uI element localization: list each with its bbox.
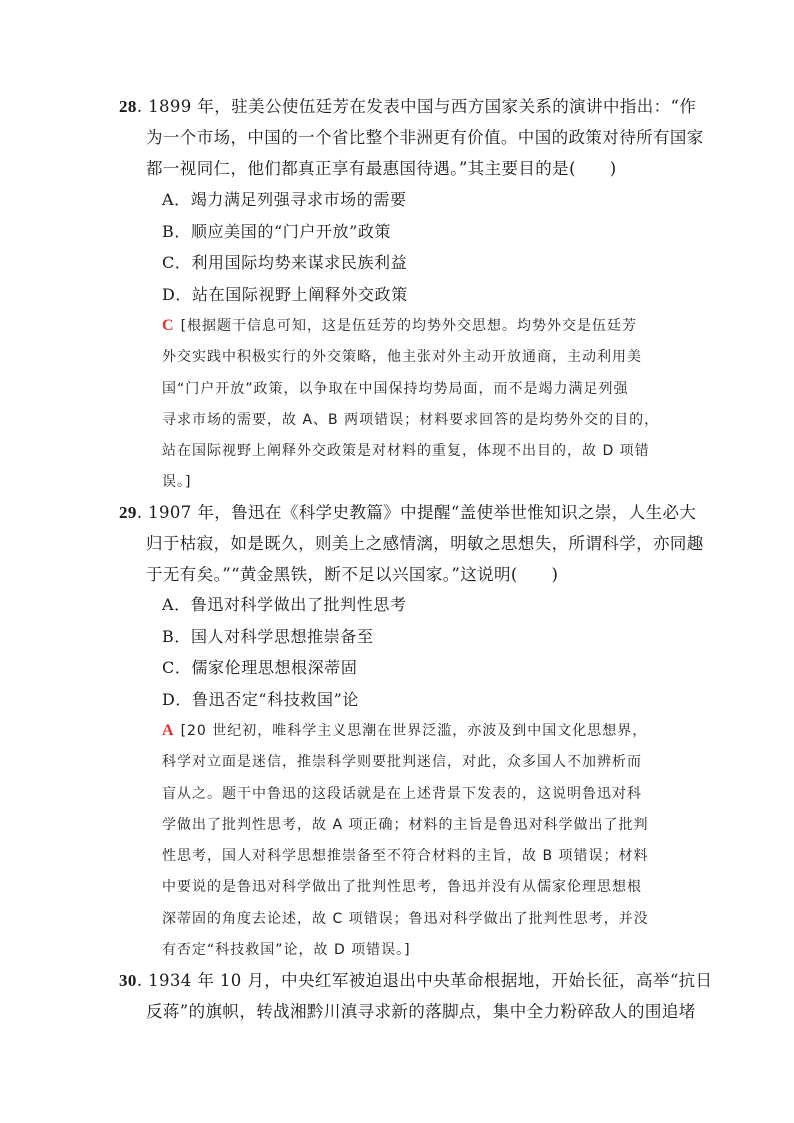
question-29-line-3: 于无有矣。”“黄金黑铁，断不足以兴国家。”这说明( ) [146,565,559,584]
question-29-line-2: 归于枯寂，如是既久，则美上之感情漓，明敏之思想失，所谓科学，亦同趣 [146,534,704,553]
question-28-option-c[interactable]: C．利用国际均势来谋求民族利益 [162,253,408,272]
question-29-option-c[interactable]: C．儒家伦理思想根深蒂固 [162,658,358,677]
answer-28-line-1: C [根据题干信息可知，这是伍廷芳的均势外交思想。均势外交是伍廷芳 [162,317,638,334]
answer-28-line-5: 站在国际视野上阐释外交政策是对材料的重复，体现不出目的，故 D 项错 [162,443,650,460]
question-29-option-b[interactable]: B．国人对科学思想推崇备至 [162,626,374,646]
question-28-answer [162,310,682,499]
answer-29-line-6: 中要说的是鲁迅对科学做出了批判性思考，鲁迅并没有从儒家伦理思想根 [162,879,642,896]
answer-29-letter: A [162,722,175,739]
question-29-options [162,589,682,715]
question-28-option-b[interactable]: B．顺应美国的“门户开放”政策 [162,221,392,241]
question-29-option-a[interactable]: A．鲁迅对科学做出了批判性思考 [162,595,407,614]
question-29-number: 29 [119,503,137,522]
question-28-line-3: 都一视同仁，他们都真正享有最惠国待遇。”其主要目的是( ) [146,159,617,178]
question-30-line-1: 30. 1934 年 10 月，中央红军被迫退出中央革命根据地，开始长征，高举“抗日 [119,971,713,990]
answer-29-line-2: 科学对立面是迷信，推崇科学则要批判迷信，对此，众多国人不加辨析而 [162,754,642,771]
question-28-number: 28 [119,97,137,116]
question-28-stem [119,91,704,184]
answer-29-line-3: 盲从之。题干中鲁迅的这段话就是在上述背景下发表的，这说明鲁迅对科 [162,785,642,802]
question-28-line-1: 28. 1899 年，驻美公使伍廷芳在发表中国与西方国家关系的演讲中指出：“作 [119,97,697,116]
answer-29-line-7: 深蒂固的角度去论述，故 C 项错误；鲁迅对科学做出了批判性思考，并没 [162,910,649,927]
answer-29-line-8: 有否定“科技救国”论，故 D 项错误。] [162,942,411,959]
answer-28-line-2: 外交实践中积极实行的外交策略，他主张对外主动开放通商，主动利用美 [162,349,642,366]
question-30-number: 30 [119,971,137,990]
answer-29-line-5: 性思考，国人对科学思想推崇备至不符合材料的主旨，故 B 项错误；材料 [162,848,649,865]
question-29-stem [119,497,704,590]
question-30-stem [119,965,713,1027]
question-28-option-d[interactable]: D．站在国际视野上阐释外交政策 [162,284,408,304]
answer-28-line-6: 误。] [162,474,192,491]
answer-28-letter: C [162,317,175,334]
answer-29-line-4: 学做出了批判性思考，故 A 项正确；材料的主旨是鲁迅对科学做出了批判 [162,816,649,833]
question-28-options [162,184,682,310]
answer-28-line-4: 寻求市场的需要，故 A、B 两项错误；材料要求回答的是均势外交的目的， [162,411,660,428]
question-29-answer [162,715,682,966]
question-29-option-d[interactable]: D．鲁迅否定“科技救国”论 [162,689,359,709]
question-30-line-2: 反蒋”的旗帜，转战湘黔川滇寻求新的落脚点，集中全力粉碎敌人的围追堵 [146,1002,696,1021]
question-28-line-2: 为一个市场，中国的一个省比整个非洲更有价值。中国的政策对待所有国家 [146,128,704,147]
answer-29-line-1: A [20 世纪初，唯科学主义思潮在世界泛滥，亦波及到中国文化思想界， [162,722,648,739]
question-28-option-a[interactable]: A．竭力满足列强寻求市场的需要 [162,190,407,209]
answer-28-line-3: 国“门户开放”政策，以争取在中国保持均势局面，而不是竭力满足列强 [162,380,629,397]
question-29-line-1: 29. 1907 年，鲁迅在《科学史教篇》中提醒“盖使举世惟知识之崇，人生必大 [119,503,697,522]
